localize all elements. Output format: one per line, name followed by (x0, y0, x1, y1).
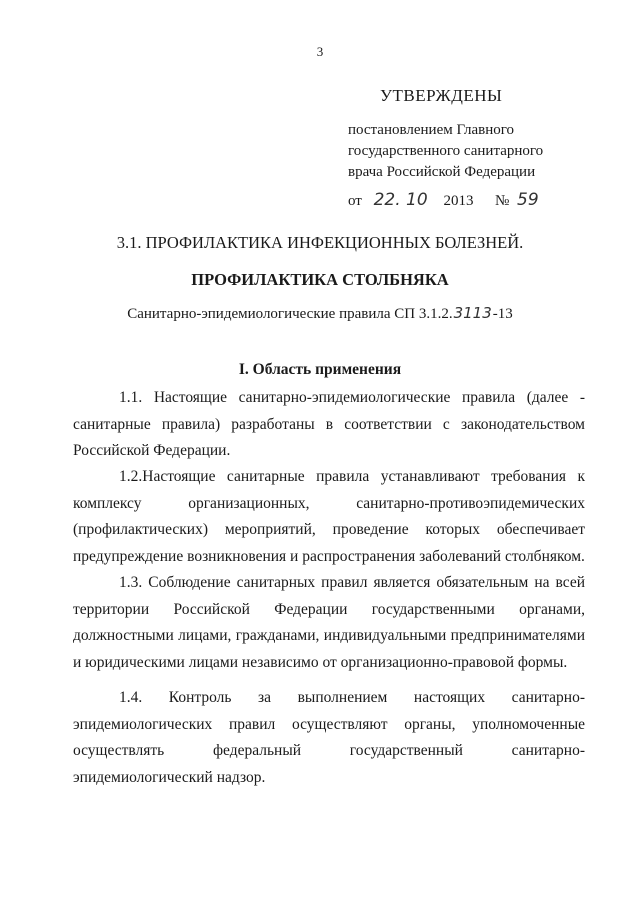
subtitle-suffix: -13 (492, 306, 513, 322)
heading-line-2: ПРОФИЛАКТИКА СТОЛБНЯКА (191, 270, 449, 289)
approval-line-1: постановлением Главного (348, 122, 515, 138)
approval-year: 2013 (443, 193, 474, 209)
approval-line-3: врача Российской Федерации (348, 164, 536, 180)
paragraph-1-4 (73, 685, 585, 791)
handwritten-code: 3113 (453, 304, 492, 322)
approval-date-row (348, 190, 539, 210)
from-label: от (348, 193, 362, 209)
approval-line-2: государственного санитарного (348, 143, 544, 159)
handwritten-date: 22. 10 (373, 190, 428, 210)
subtitle (0, 304, 640, 323)
paragraph-1-2 (73, 464, 585, 570)
number-label: № (494, 193, 510, 209)
paragraph-text: 1.1. Настоящие санитарно-эпидемиологические правила (далее - санитарные правила) разработаны в соответствии с законодательством Российской Федерации. (73, 389, 585, 459)
paragraph-text: 1.2.Настоящие санитарные правила устанавливают требования к комплексу организационных, санитарно-противоэпидемических (профилактических) мероприятий, проведение которых обеспечивает предупреждение возникновения и распространения заболеваний столбняком. (73, 468, 585, 565)
page-number: 3 (316, 44, 324, 59)
heading-line-1: 3.1. ПРОФИЛАКТИКА ИНФЕКЦИОННЫХ БОЛЕЗНЕЙ. (116, 233, 524, 252)
approval-title: УТВЕРЖДЕНЫ (380, 86, 503, 105)
subtitle-prefix: Санитарно-эпидемиологические правила СП 3.1.2. (127, 306, 453, 322)
paragraph-text: 1.4. Контроль за выполнением настоящих санитарно-эпидемиологических правил осуществляют органы, уполномоченные осуществлять федеральный государственный санитарно-эпидемиологический надзор. (73, 689, 585, 786)
paragraph-1-3 (73, 570, 585, 676)
paragraph-1-1 (73, 385, 585, 465)
section-title: I. Область применения (238, 361, 402, 378)
paragraph-text: 1.3. Соблюдение санитарных правил является обязательным на всей территории Российской Федерации государственными органами, должностными лицами, гражданами, индивидуальными предпринимателями и юридическими лицами независимо от организационно-правовой формы. (73, 574, 585, 671)
handwritten-number: 59 (517, 190, 539, 210)
